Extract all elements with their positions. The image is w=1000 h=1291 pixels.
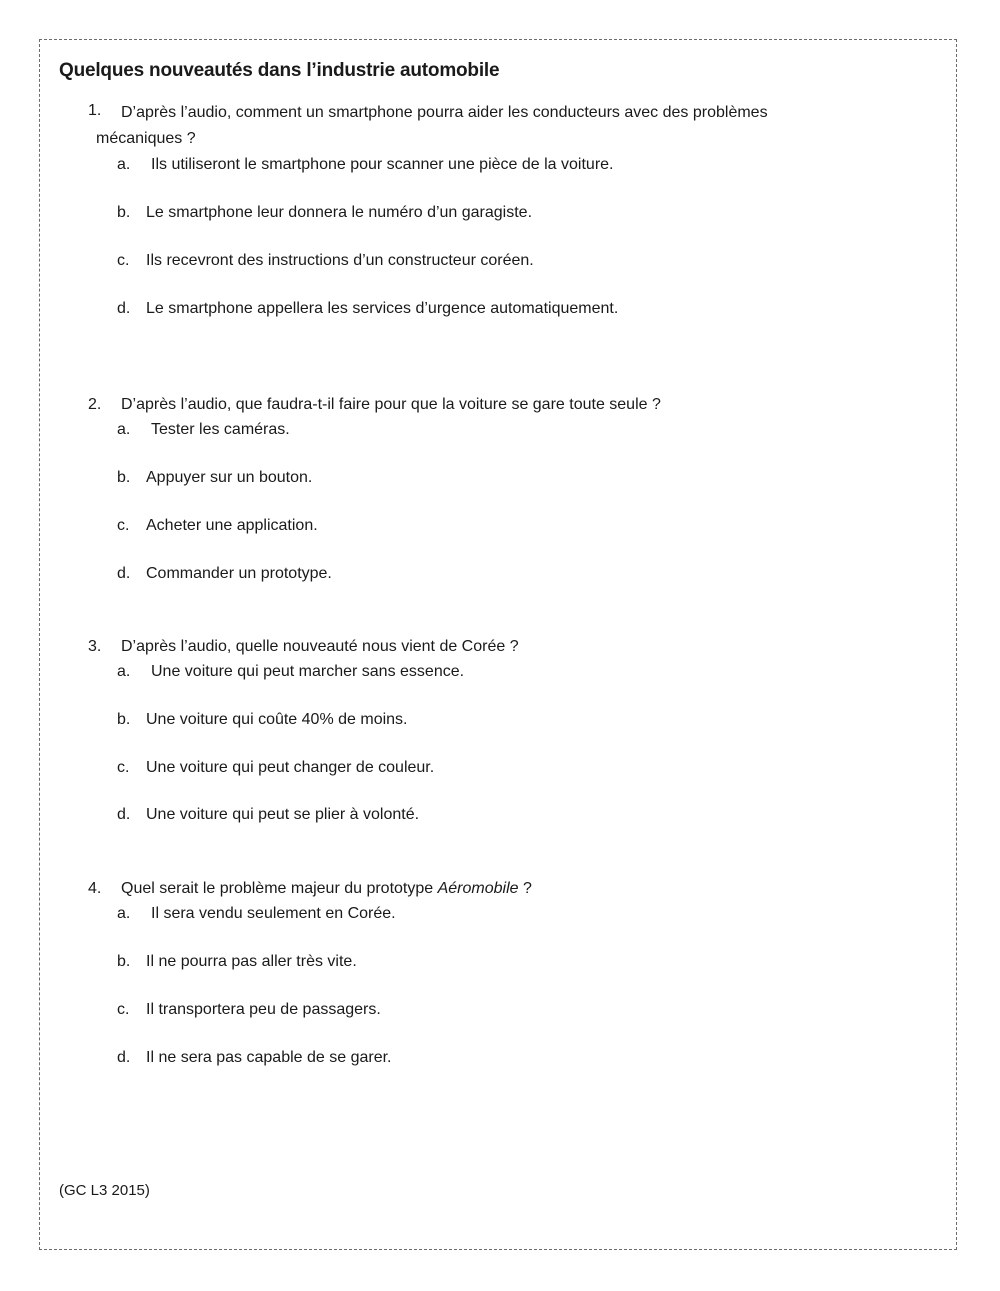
option-letter: c. (117, 759, 130, 776)
option-letter: a. (117, 905, 131, 922)
source-footer: (GC L3 2015) (59, 1182, 150, 1199)
option-letter: a. (117, 421, 131, 438)
option-text: Une voiture qui peut changer de couleur. (146, 759, 435, 776)
question-number: 2. (88, 396, 102, 413)
option-text: Commander un prototype. (146, 565, 332, 582)
option-text: Une voiture qui peut marcher sans essence. (151, 663, 465, 680)
option-text: Il sera vendu seulement en Corée. (151, 905, 396, 922)
option-text: Il ne sera pas capable de se garer. (146, 1049, 392, 1066)
option-text: Il transportera peu de passagers. (146, 1001, 381, 1018)
option-text: Une voiture qui coûte 40% de moins. (146, 711, 408, 728)
question-text: D’après l’audio, comment un smartphone pourra aider les conducteurs avec des problèmes mécaniques ? (96, 104, 768, 147)
option-letter: b. (117, 204, 131, 221)
prototype-name: Aéromobile (437, 880, 519, 897)
question-text: Quel serait le problème majeur du prototype Aéromobile ? (121, 880, 532, 897)
option-letter: d. (117, 565, 131, 582)
question-number: 1. (88, 102, 102, 119)
option-letter: d. (117, 1049, 131, 1066)
option-text: Appuyer sur un bouton. (146, 469, 313, 486)
option-text: Une voiture qui peut se plier à volonté. (146, 806, 420, 823)
option-text: Acheter une application. (146, 517, 318, 534)
option-letter: d. (117, 806, 131, 823)
option-letter: b. (117, 469, 131, 486)
option-letter: a. (117, 156, 131, 173)
question-number: 4. (88, 880, 102, 897)
option-text: Le smartphone appellera les services d’urgence automatiquement. (146, 300, 619, 317)
question-number: 3. (88, 638, 102, 655)
option-letter: c. (117, 1001, 130, 1018)
question-text: D’après l’audio, que faudra-t-il faire pour que la voiture se gare toute seule ? (121, 396, 661, 413)
option-letter: a. (117, 663, 131, 680)
option-text: Ils recevront des instructions d’un constructeur coréen. (146, 252, 534, 269)
option-letter: d. (117, 300, 131, 317)
option-text: Ils utiliseront le smartphone pour scanner une pièce de la voiture. (151, 156, 614, 173)
option-text: Tester les caméras. (151, 421, 290, 438)
option-letter: b. (117, 953, 131, 970)
document-title: Quelques nouveautés dans l’industrie automobile (59, 60, 500, 81)
option-letter: c. (117, 252, 130, 269)
option-text: Il ne pourra pas aller très vite. (146, 953, 357, 970)
question-text: D’après l’audio, quelle nouveauté nous vient de Corée ? (121, 638, 519, 655)
option-letter: b. (117, 711, 131, 728)
option-text: Le smartphone leur donnera le numéro d’un garagiste. (146, 204, 533, 221)
option-letter: c. (117, 517, 130, 534)
